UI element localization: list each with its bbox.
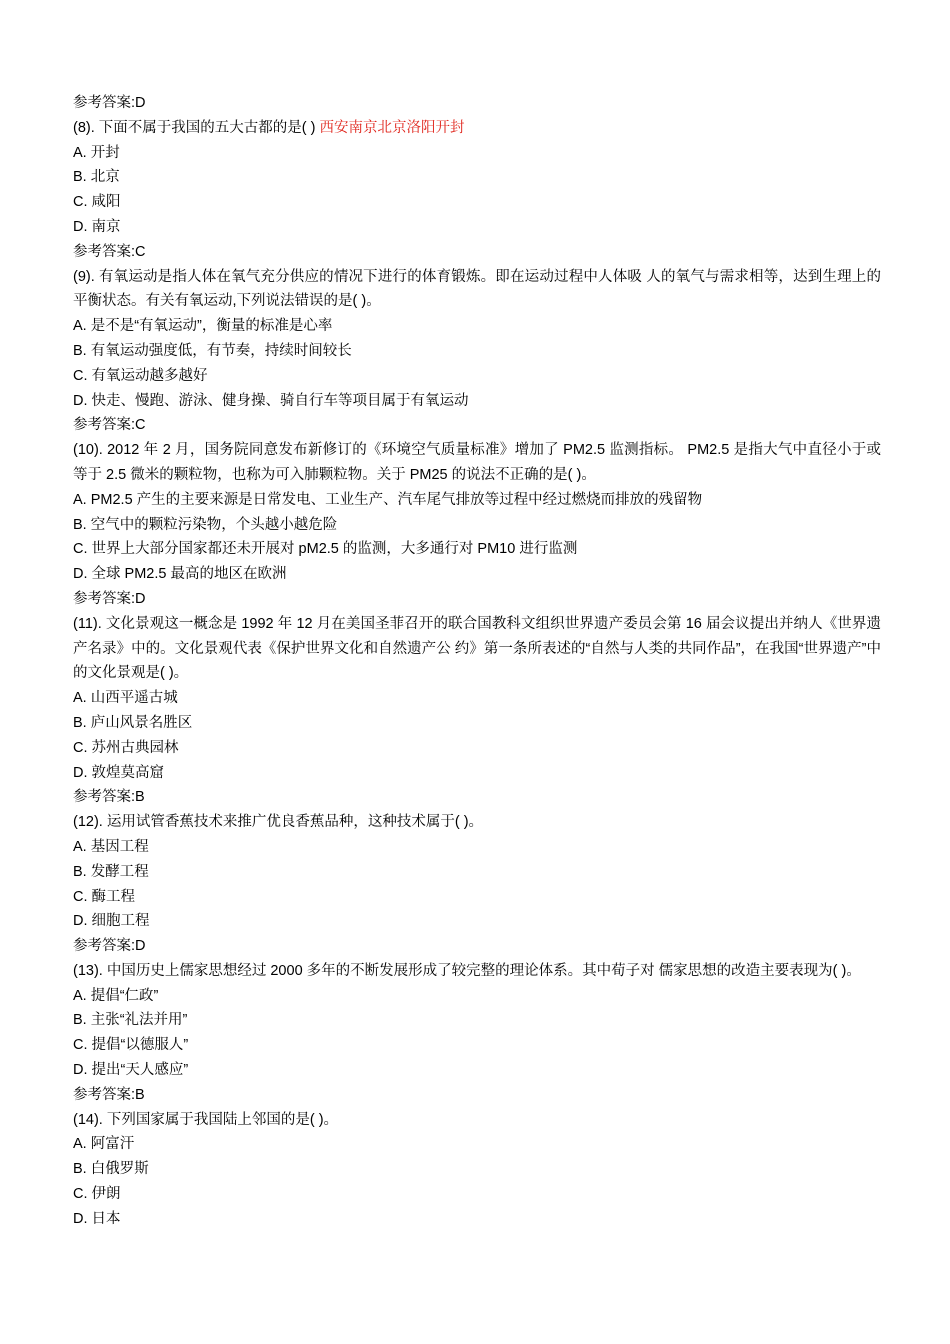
option-d: D. 提出“天人感应” [73,1062,189,1079]
option-b: B. 主张“礼法并用” [73,1012,188,1029]
option-a: A. 是不是“有氧运动”，衡量的标准是心率 [73,318,333,335]
option-a: A. 开封 [73,144,120,161]
option-d: D. 南京 [73,218,121,235]
question-12: (12). 运用试管香蕉技术来推广优良香蕉品种，这种技术属于( )。 [73,814,484,831]
option-d: D. 全球 PM2.5 最高的地区在欧洲 [73,566,287,583]
document-page [73,91,881,1232]
answer-key: 参考答案:C [73,417,146,434]
option-d: D. 细胞工程 [73,913,150,930]
question-text: (8). 下面不属于我国的五大古都的是( ) [73,119,316,136]
answer-key: 参考答案:D [73,95,146,111]
option-d: D. 快走、慢跑、游泳、健身操、骑自行车等项目属于有氧运动 [73,392,469,409]
answer-key: 参考答案:B [73,1086,145,1103]
option-c: C. 苏州古典园林 [73,739,179,756]
handwritten-annotation: 西安南京北京洛阳开封 [319,119,465,136]
answer-key: 参考答案:B [73,789,145,806]
option-a: A. 山西平遥古城 [73,690,178,707]
answer-key: 参考答案:D [73,938,146,955]
answer-key: 参考答案:D [73,590,146,607]
option-a: A. PM2.5 产生的主要来源是日常发电、工业生产、汽车尾气排放等过程中经过燃烧而排放的残留物 [73,491,703,508]
option-c: C. 酶工程 [73,888,136,905]
option-b: B. 庐山风景名胜区 [73,714,193,731]
option-c: C. 伊朗 [73,1186,121,1203]
option-c: C. 咸阳 [73,194,121,211]
question-9: (9). 有氧运动是指人体在氧气充分供应的情况下进行的体育锻炼。即在运动过程中人体吸 人的氧气与需求相等，达到生理上的平衡状态。有关有氧运动,下列说法错误的是( )。 [73,268,881,310]
option-a: A. 提倡“仁政” [73,987,159,1004]
option-d: D. 敦煌莫高窟 [73,764,165,781]
question-13: (13). 中国历史上儒家思想经过 2000 多年的不断发展形成了较完整的理论体系。其中荀子对 儒家思想的改造主要表现为( )。 [73,962,861,979]
option-b: B. 空气中的颗粒污染物，个头越小越危险 [73,516,338,533]
option-a: A. 阿富汗 [73,1136,135,1153]
option-b: B. 白俄罗斯 [73,1161,149,1178]
option-d: D. 日本 [73,1210,121,1227]
question-14: (14). 下列国家属于我国陆上邻国的是( )。 [73,1111,339,1128]
question-10: (10). 2012 年 2 月，国务院同意发布新修订的《环境空气质量标准》增加了 PM2.5 监测指标。 PM2.5 是指大气中直径小于或等于 2.5 微米的颗粒物，也称为可入肺颗粒物。关于 PM25 的说法不正确的是( )。 [73,442,881,483]
question-11: (11). 文化景观这一概念是 1992 年 12 月在美国圣菲召开的联合国教科文组织世界遗产委员会第 16 届会议提出并纳人《世界遗产名录》中的。文化景观代表《保护世界文化和自然遗产公 约》第一条所表述的“自然与人类的共同作品”，在我国“世界遗产”中的文化景观是( )。 [73,615,881,682]
option-c: C. 提倡“以德服人” [73,1037,189,1054]
question-8 [73,116,881,141]
option-c: C. 有氧运动越多越好 [73,367,208,384]
option-b: B. 发酵工程 [73,863,149,880]
option-b: B. 北京 [73,169,120,186]
option-a: A. 基因工程 [73,838,149,855]
option-b: B. 有氧运动强度低，有节奏，持续时间较长 [73,342,352,359]
option-c: C. 世界上大部分国家都还未开展对 pM2.5 的监测，大多通行对 PM10 进行监测 [73,541,578,558]
answer-key: 参考答案:C [73,243,146,260]
